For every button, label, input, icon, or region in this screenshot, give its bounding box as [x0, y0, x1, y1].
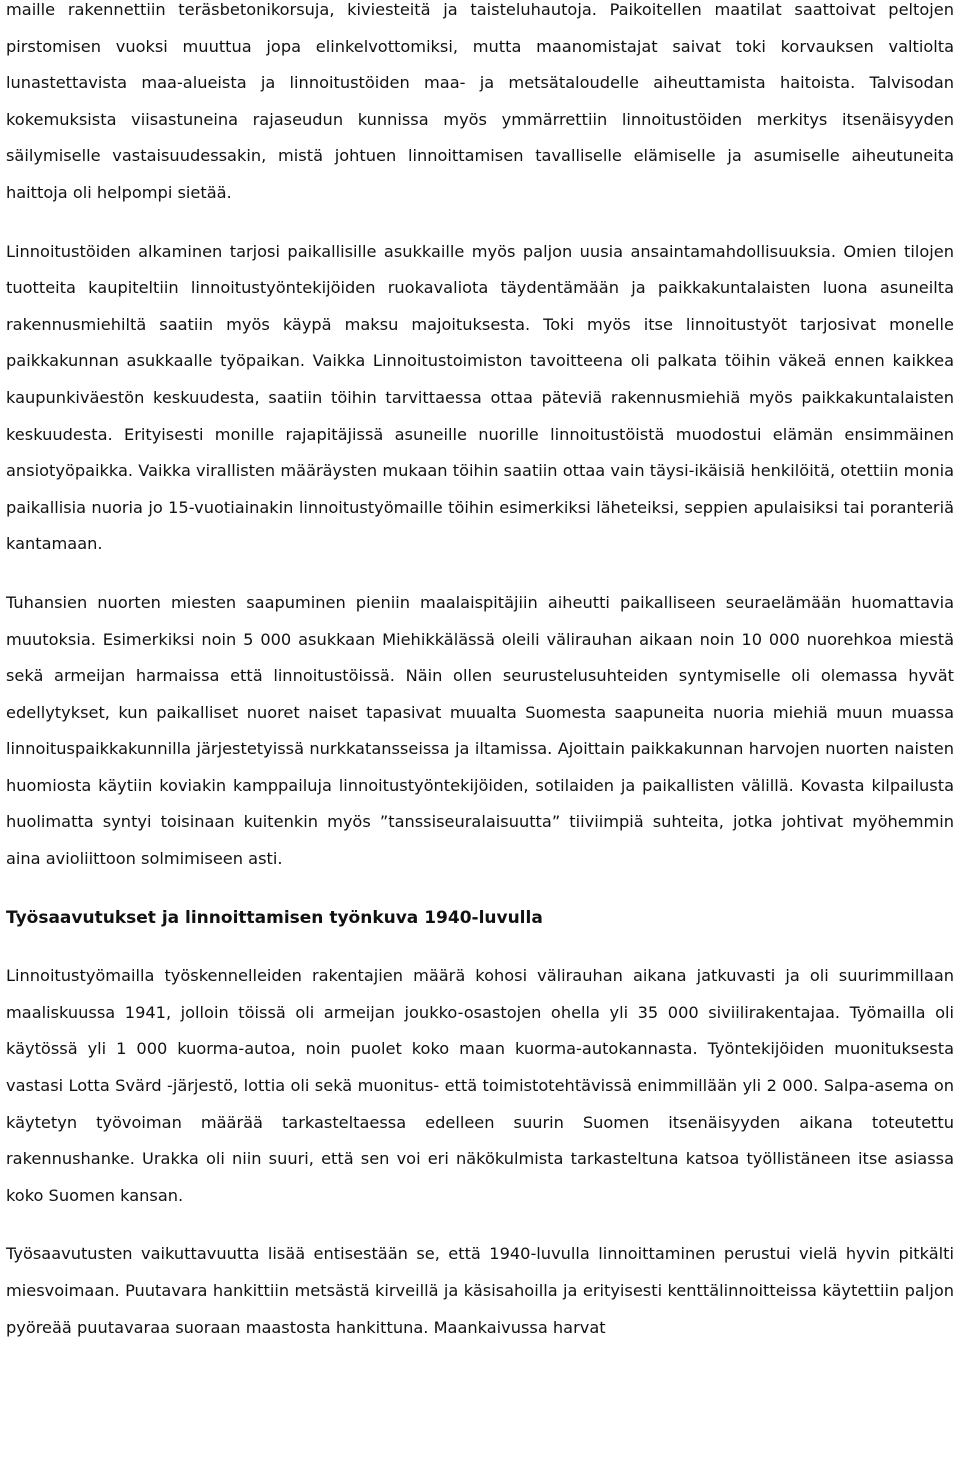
- paragraph-gap: [6, 1214, 954, 1236]
- paragraph-2: Linnoitustöiden alkaminen tarjosi paikallisille asukkaille myös paljon uusia ansaintamahdollisuuksia. Omien tilojen tuotteita kaupiteltiin linnoitustyöntekijöiden ruokavaliota täydentämään ja paikkakuntalaisten luona asuneilta rakennusmiehiltä saatiin myös käypä maksu majoituksesta. Toki myös itse linnoitustyöt tarjosivat monelle paikkakunnan asukkaalle työpaikan. Vaikka Linnoitustoimiston tavoitteena oli palkata töihin väkeä ennen kaikkea kaupunkiväestön keskuudesta, saatiin töihin tarvittaessa ottaa päteviä rakennusmiehiä myös paikkakuntalaisten keskuudesta. Erityisesti monille rajapitäjissä asuneille nuorille linnoitustöistä muodostui elämän ensimmäinen ansiotyöpaikka. Vaikka virallisten määräysten mukaan töihin saatiin ottaa vain täysi-ikäisiä henkilöitä, otettiin monia paikallisia nuoria jo 15-vuotiainakin linnoitustyömaille töihin esimerkiksi läheteiksi, seppien apulaisiksi tai poranteriä kantamaan.: [6, 241, 954, 554]
- paragraph-gap: [6, 563, 954, 585]
- paragraph-4: Linnoitustyömailla työskennelleiden rakentajien määrä kohosi välirauhan aikana jatkuvasti ja oli suurimmillaan maaliskuussa 1941, jolloin töissä oli armeijan joukko-osastojen ohella yli 35 000 siviilirakentajaa. Työmailla oli käytössä yli 1 000 kuorma-autoa, noin puolet koko maan kuorma-autokannasta. Työntekijöiden muonituksesta vastasi Lotta Svärd -järjestö, lottia oli sekä muonitus- että toimistotehtävissä enimmillään yli 2 000. Salpa-asema on käytetyn työvoiman määrää tarkasteltaessa edelleen suurin Suomen itsenäisyyden aikana toteutettu rakennushanke. Urakka oli niin suuri, että sen voi eri näkökulmista tarkasteltuna katsoa työllistäneen itse asiassa koko Suomen kansan.: [6, 966, 954, 1205]
- paragraph-gap: [6, 212, 954, 234]
- paragraph-5: Työsaavutusten vaikuttavuutta lisää entisestään se, että 1940-luvulla linnoittaminen perustui vielä hyvin pitkälti miesvoimaan. Puutavara hankittiin metsästä kirveillä ja käsisahoilla ja erityisesti kenttälinnoitteissa käytettiin paljon pyöreää puutavaraa suoraan maastosta hankittuna. Maankaivussa harvat: [6, 1244, 954, 1337]
- document-page: [6, 0, 954, 1346]
- paragraph-gap: [6, 936, 954, 958]
- paragraph-1: maille rakennettiin teräsbetonikorsuja, kiviesteitä ja taisteluhautoja. Paikoitellen maatilat saattoivat peltojen pirstomisen vuoksi muuttua jopa elinkelvottomiksi, mutta maanomistajat saivat toki korvauksen valtiolta lunastettavista maa-alueista ja linnoitustöiden maa- ja metsätaloudelle aiheuttamista haitoista. Talvisodan kokemuksista viisastuneina rajaseudun kunnissa myös ymmärrettiin linnoitustöiden merkitys itsenäisyyden säilymiselle vastaisuudessakin, mistä johtuen linnoittamisen tavalliselle elämiselle ja asumiselle aiheutuneita haittoja oli helpompi sietää.: [6, 0, 954, 202]
- section-heading: Työsaavutukset ja linnoittamisen työnkuva 1940-luvulla: [6, 907, 543, 928]
- paragraph-3: Tuhansien nuorten miesten saapuminen pieniin maalaispitäjiin aiheutti paikalliseen seuraelämään huomattavia muutoksia. Esimerkiksi noin 5 000 asukkaan Miehikkälässä oleili välirauhan aikaan noin 10 000 nuorehkoa miestä sekä armeijan harmaissa että linnoitustöissä. Näin ollen seurustelusuhteiden syntymiselle oli olemassa hyvät edellytykset, kun paikalliset nuoret naiset tapasivat muualta Suomesta saapuneita nuoria miehiä muun muassa linnoituspaikkakunnilla järjestetyissä nurkkatansseissa ja iltamissa. Ajoittain paikkakunnan harvojen nuorten naisten huomiosta käytiin koviakin kamppailuja linnoitustyöntekijöiden, sotilaiden ja paikallisten välillä. Kovasta kilpailusta huolimatta syntyi toisinaan kuitenkin myös ”tanssiseuralaisuutta” tiiviimpiä suhteita, jotka johtivat myöhemmin aina avioliittoon solmimiseen asti.: [6, 592, 954, 869]
- paragraph-gap: [6, 878, 954, 900]
